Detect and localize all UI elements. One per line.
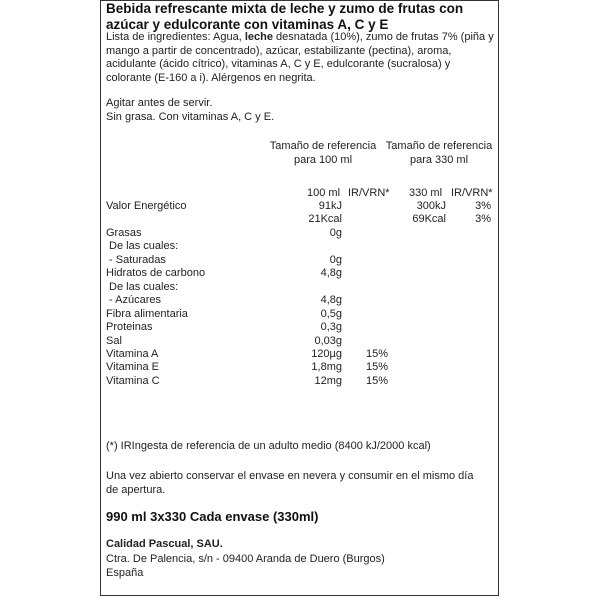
header-330ml: 330 ml	[409, 187, 443, 199]
value-100ml: 1,8mg	[311, 361, 342, 374]
value-100ml: 0g	[329, 226, 342, 239]
value-100ml: 0,3g	[320, 321, 342, 334]
value-100ml: 4,8g	[320, 267, 342, 280]
company-name: Calidad Pascual, SAU.	[106, 538, 223, 550]
allergen-bold: leche	[244, 31, 273, 43]
ingredients-rest: desnatada (10%), zumo de frutas 7% (piña y mango a partir de concentrado), azúcar, estabilizante (pectina), aroma, acidulante (ácido cítrico), vitaminas A, C y E, edulcorante (sucralosa) y colorante (E-160 a i). Alérgenos en negrita.	[106, 31, 494, 84]
ir-100ml: 15%	[365, 347, 388, 360]
value-100ml: 91kJ	[318, 200, 342, 212]
note-shake: Agitar antes de servir.	[106, 97, 213, 109]
header-ir1: IR/VRN*	[348, 187, 390, 199]
value-100ml: 0,03g	[314, 334, 342, 347]
row-label: Fibra alimentaria	[106, 307, 188, 320]
value-330ml: 300kJ	[416, 200, 446, 212]
value-100ml: 0,5g	[320, 307, 342, 320]
ingredients-prefix: Lista de ingredientes: Agua,	[106, 31, 245, 43]
ref-100-line1: Tamaño de referencia	[269, 140, 377, 152]
row-label: Hidratos de carbono	[106, 267, 206, 280]
ref-330-line2: para 330 ml	[409, 154, 469, 166]
header-ir2: IR/VRN*	[451, 187, 493, 199]
company-address: Ctra. De Palencia, s/n - 09400 Aranda de Duero (Burgos)	[106, 553, 385, 565]
ir-100ml: 15%	[365, 374, 388, 387]
note-fat-free: Sin grasa. Con vitaminas A, C y E.	[106, 111, 275, 123]
row-label: De las cuales:	[106, 240, 179, 253]
value-330ml: 69Kcal	[412, 213, 446, 226]
package-info: 990 ml 3x330 Cada envase (330ml)	[106, 509, 319, 524]
value-100ml: 120µg	[311, 347, 342, 360]
ref-100-line2: para 100 ml	[293, 154, 353, 166]
ingredients-list	[106, 31, 496, 85]
storage-note: Una vez abierto conservar el envase en nevera y consumir en el mismo día de apertura.	[106, 470, 474, 496]
row-label: Vitamina A	[106, 347, 159, 360]
product-title: Bebida refrescante mixta de leche y zumo de frutas con azúcar y edulcorante con vitaminas A, C y E	[106, 1, 464, 32]
ref-330-line1: Tamaño de referencia	[385, 140, 493, 152]
value-100ml: 0g	[329, 253, 342, 266]
ir-330ml: 3%	[475, 200, 491, 212]
row-label: Vitamina C	[106, 374, 160, 387]
ir-100ml: 15%	[365, 361, 388, 374]
row-label: Vitamina E	[106, 361, 159, 374]
row-label: - Saturadas	[106, 253, 166, 266]
footnote: (*) IRIngesta de referencia de un adulto medio (8400 kJ/2000 kcal)	[106, 440, 431, 452]
company-country: España	[106, 567, 144, 579]
value-100ml: 12mg	[314, 374, 342, 387]
row-label: De las cuales:	[106, 280, 179, 293]
row-label: Sal	[106, 334, 122, 347]
value-100ml: 21Kcal	[308, 213, 342, 226]
ir-330ml: 3%	[475, 213, 491, 226]
row-label: Grasas	[106, 226, 142, 239]
value-100ml: 4,8g	[320, 294, 342, 307]
header-100ml: 100 ml	[307, 187, 341, 199]
row-label: Valor Energético	[106, 200, 187, 212]
row-label: - Azúcares	[106, 294, 162, 307]
row-label: Proteinas	[106, 321, 153, 334]
